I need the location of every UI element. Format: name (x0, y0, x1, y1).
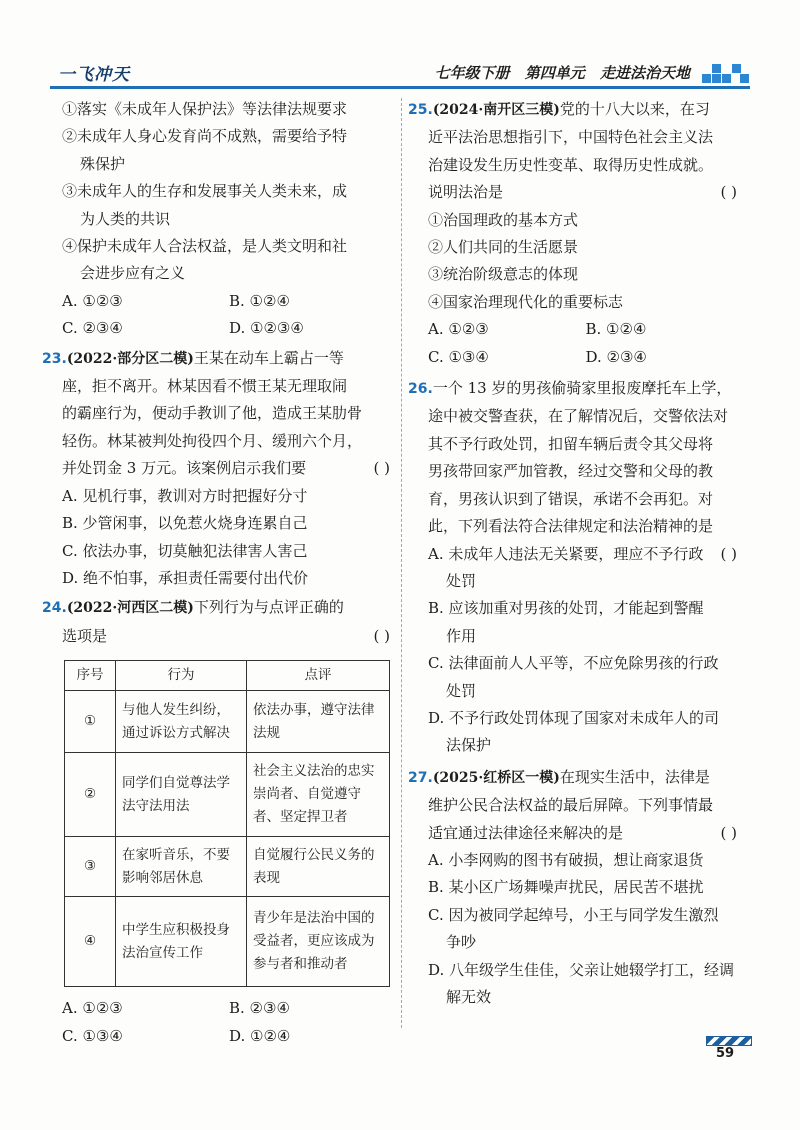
answer-blank: ( ) (373, 626, 390, 645)
q22-choices: A. ①②③ B. ①②④ (62, 291, 290, 310)
answer-blank: ( ) (720, 823, 737, 842)
question-24: 24.(2022·河西区二模)下列行为与点评正确的 选项是 ( ) 序号 行为 点评 ① 与他人发生纠纷，通过诉讼方式解决 依法办事，遵守法律法规 ② 同学们自觉尊法学法守法用法 社会主义法治的忠实崇尚者、自觉遵守者、坚定捍卫者 ③ 在家听音乐，不要影响邻居休息 自觉履行公民义务的表现 ④ 中学生应积极投身法治宣传工作 青少年是法治中国的受益者，更应该成为参与者和推动者 A. ①②③ B. ②③④ C. ①③④ D. ①②④ (62, 594, 396, 1050)
answer-blank: ( ) (720, 183, 737, 202)
answer-blank: ( ) (373, 459, 390, 478)
question-23: 23.(2022·部分区二模)王某在动车上霸占一等 座，拒不离开。林某因看不惯王某无理取闹 的霸座行为，便动手教训了他，造成王某肋骨 轻伤。林某被判处拘役四个月、缓刑六个月， 并处罚金 3 万元。该案例启示我们要 ( ) A. 见机行事，教训对方时把握好分寸 B. 少管闲事，以免惹火烧身连累自己 C. 依法办事，切莫触犯法律害人害己 D. 绝不怕事，承担责任需要付出代价 (42, 348, 390, 587)
header-title: 七年级下册 第四单元 走进法治天地 (434, 64, 690, 82)
q22-options: ①落实《未成年人保护法》等法律法规要求 ②未成年人身心发育尚不成熟，需要给予特 殊保护 ③未成年人的生存和发展事关人类未来，成 为人类的共识 ④保护未成年人合法权益，是人类文明和社 会进步应有之义 (62, 100, 348, 283)
striped-banner-icon (706, 1036, 752, 1046)
question-number: 24. (42, 600, 67, 617)
question-number: 27. (408, 769, 433, 786)
page-number: 59 (716, 1046, 735, 1061)
table-header: 序号 (65, 661, 116, 691)
left-column: ①落实《未成年人保护法》等法律法规要求 ②未成年人身心发育尚不成熟，需要给予特 殊保护 ③未成年人的生存和发展事关人类未来，成 为人类的共识 ④保护未成年人合法权益，是人类文明和社 会进步应有之义 A. ①②③ B. ①②④ C. ②③④ D. ①②③④ 23.(2022·部分区二模)王某在动车上霸占一等 座，拒不离开。林某因看不惯王某无理取闹 的霸座行为，便动手教训了他，造成王某肋骨 轻伤。林某被判处拘役四个月、缓刑六个月， 并处罚金 3 万元。该案例启示我们要 ( ) A. 见机行事，教训对方时把握好分寸 B. 少管闲事，以免惹火烧身连累自己 C. 依法办事，切莫触犯法律害人害己 D. 绝不怕事，承担责任需要付出代价 24.(2022·河西区二模)下列行为与点评正确的 选项是 ( ) 序号 行为 点评 ① 与他人发生纠纷，通过诉讼方式解决 依法办事，遵守法律法规 ② 同学们自觉尊法学法守法用法 社会主义法治的忠实崇尚者、自觉遵守者、坚定捍卫者 ③ 在家听音乐，不要影响邻居休息 自觉履行公民义务的表现 ④ 中学生应积极投身法治宣传工作 青少年是法治中国的受益者，更应该成为参与者和推动者 A. ①②③ B. ②③④ C. ①③④ D. ①②④ (62, 96, 396, 1050)
right-column (408, 96, 743, 1011)
question-25: 25.(2024·南开区三模)党的十八大以来，在习 近平法治思想指引下，中国特色社会主义法 治建设发生历史性变革、取得历史性成就。 说明法治是 ( ) ①治国理政的基本方式 ②人们共同的生活愿景 ③统治阶级意志的体现 ④国家治理现代化的重要标志 A. ①②③ B. ①②④ C. ①③④ D. ②③④ (408, 100, 737, 366)
question-26: 26.一个 13 岁的男孩偷骑家里报废摩托车上学， 途中被交警查获，在了解情况后，交警依法对 其不予行政处罚，扣留车辆后责令其父母将 男孩带回家严加管教，经过交警和父母的教 育，男孩认识到了错误，承诺不会再犯。对 此，下列看法符合法律规定和法治精神的是 ( ) A. 未成年人违法无关紧要，理应不予行政 处罚 B. 应该加重对男孩的处罚，才能起到警醒 作用 C. 法律面前人人平等，不应免除男孩的行政 处罚 D. 不予行政处罚体现了国家对未成年人的司 法保护 (408, 379, 737, 755)
page-number-badge (706, 1036, 750, 1061)
question-number: 26. (408, 381, 433, 398)
decorative-blocks-icon (702, 60, 750, 84)
table-row: ③ 在家听音乐，不要影响邻居休息 自觉履行公民义务的表现 (65, 837, 390, 897)
brand-logo: 一飞冲天 (58, 65, 130, 85)
answer-blank: ( ) (720, 544, 737, 563)
comment-table (64, 660, 390, 987)
table-header: 行为 (116, 661, 247, 691)
q24-choices: A. ①②③ B. ②③④ (62, 999, 290, 1018)
table-header: 点评 (247, 661, 390, 691)
table-row: ① 与他人发生纠纷，通过诉讼方式解决 依法办事，遵守法律法规 (65, 691, 390, 753)
table-row: ④ 中学生应积极投身法治宣传工作 青少年是法治中国的受益者，更应该成为参与者和推动者 (65, 897, 390, 987)
page-header (50, 60, 750, 92)
table-row: ② 同学们自觉尊法学法守法用法 社会主义法治的忠实崇尚者、自觉遵守者、坚定捍卫者 (65, 753, 390, 837)
question-number: 25. (408, 102, 433, 118)
question-27: 27.(2025·红桥区一模)在现实生活中，法律是 维护公民合法权益的最后屏障。下列事情最 适宜通过法律途径来解决的是 ( ) A. 小李网购的图书有破损，想让商家退货 B. 某小区广场舞噪声扰民，居民苦不堪扰 C. 因为被同学起绰号，小王与同学发生激烈 争吵 D. 八年级学生佳佳，父亲让她辍学打工，经调 解无效 (408, 767, 737, 1006)
column-divider (401, 98, 402, 1028)
header-rule (50, 86, 750, 89)
question-number: 23. (42, 350, 67, 367)
